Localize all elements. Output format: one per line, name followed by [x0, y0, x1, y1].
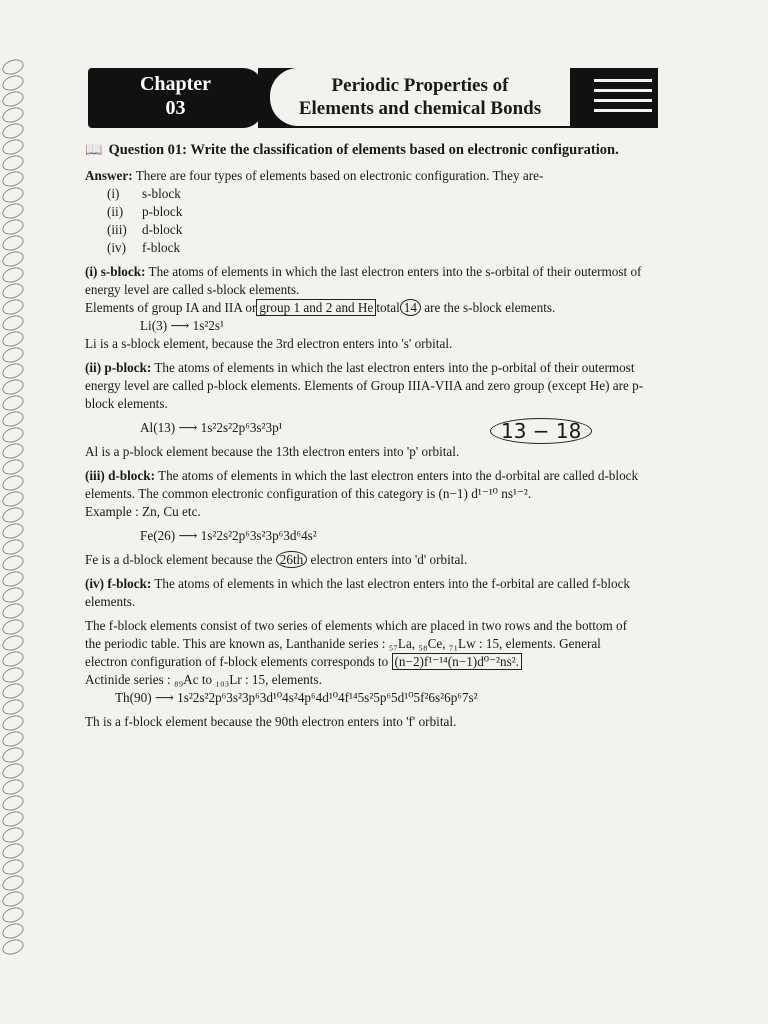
question-text: Question 01: Write the classification of elements based on electronic configuration. [108, 142, 619, 158]
s-block-elements [85, 299, 645, 317]
chapter-header [88, 68, 630, 128]
spiral-coil [0, 761, 25, 782]
spiral-coil [0, 777, 25, 798]
example-lhs: Th(90) [115, 690, 152, 705]
spiral-coil [0, 553, 25, 574]
p-block-note: Al is a p-block element because the 13th electron enters into 'p' orbital. [85, 444, 460, 459]
example-rhs: 1s²2s¹ [192, 318, 224, 333]
spiral-coil [0, 505, 25, 526]
arrow-icon: ⟶ [154, 690, 174, 705]
spiral-coil [0, 137, 25, 158]
title-line-2: Elements and chemical Bonds [298, 98, 542, 119]
spiral-coil [0, 873, 25, 894]
spiral-coil [0, 249, 25, 270]
spiral-coil [0, 537, 25, 558]
spiral-coil [0, 121, 25, 142]
list-label: s-block [142, 186, 181, 201]
arrow-icon: ⟶ [178, 420, 198, 435]
f-block-example [85, 689, 645, 707]
spiral-coil [0, 169, 25, 190]
list-label: p-block [142, 204, 183, 219]
spiral-coil [0, 473, 25, 494]
d-block-def: The atoms of elements in which the last electron enters into the d-orbital are called d-block elements. The common electronic configuration of this category is (n−1) d¹⁻¹⁰ ns¹⁻². [85, 468, 639, 501]
spiral-coil [0, 665, 25, 686]
spiral-coil [0, 601, 25, 622]
spiral-coil [0, 409, 25, 430]
answer [85, 167, 645, 185]
f-block-para [85, 617, 645, 671]
example-lhs: Fe(26) [140, 528, 176, 543]
spiral-coil [0, 281, 25, 302]
f-block-note: Th is a f-block element because the 90th electron enters into 'f' orbital. [85, 714, 457, 729]
spiral-coil [0, 345, 25, 366]
chapter-number: 03 [165, 97, 186, 119]
d-block-example-line: Example : Zn, Cu etc. [85, 504, 201, 519]
s-elements-circle: 14 [400, 299, 421, 316]
spiral-coil [0, 233, 25, 254]
spiral-coil [0, 457, 25, 478]
spiral-coil [0, 569, 25, 590]
spiral-coil [0, 729, 25, 750]
spiral-coil [0, 329, 25, 350]
d-block-definition [85, 467, 645, 503]
list-item [85, 185, 645, 203]
list-label: f-block [142, 240, 181, 255]
spiral-coil [0, 793, 25, 814]
chapter-title-band [258, 68, 658, 128]
spiral-coil [0, 201, 25, 222]
s-elements-post: are the s-block elements. [424, 300, 556, 315]
chapter-badge [88, 68, 263, 128]
spiral-coil [0, 217, 25, 238]
example-rhs: 1s²2s²2p⁶3s²3p¹ [200, 420, 283, 435]
spiral-coil [0, 393, 25, 414]
d-note-circle: 26th [276, 551, 307, 568]
spiral-coil [0, 265, 25, 286]
p-block-def: The atoms of elements in which the last electron enters into the p-orbital of their outermost energy level are called p-block elements. Elements of Group IIIA-VIIA and zero group (except He) are p-block elements. [85, 360, 644, 411]
block-list [85, 185, 645, 257]
list-item [85, 203, 645, 221]
p-block-definition [85, 359, 645, 413]
spiral-coil [0, 617, 25, 638]
d-block-heading: (iii) d-block: [85, 468, 155, 483]
list-num: (iv) [107, 240, 127, 255]
spiral-coil [0, 73, 25, 94]
list-item [85, 239, 645, 257]
d-note-pre: Fe is a d-block element because the [85, 552, 273, 567]
spiral-coil [0, 185, 25, 206]
spiral-coil [0, 857, 25, 878]
arrow-icon: ⟶ [178, 528, 198, 543]
spiral-coil [0, 441, 25, 462]
spiral-coil [0, 585, 25, 606]
arrow-icon: ⟶ [170, 318, 190, 333]
spiral-coil [0, 633, 25, 654]
spiral-coil [0, 809, 25, 830]
spiral-coil [0, 313, 25, 334]
spiral-coil [0, 681, 25, 702]
spiral-coil [0, 57, 25, 78]
spiral-coil [0, 905, 25, 926]
d-block-example [85, 527, 645, 545]
f-config-box: (n−2)f¹⁻¹⁴(n−1)d⁰⁻²ns². [392, 653, 522, 670]
d-note-post: electron enters into 'd' orbital. [310, 552, 468, 567]
spiral-coil [0, 921, 25, 942]
example-rhs: 1s²2s²2p⁶3s²3p⁶3d¹⁰4s²4p⁶4d¹⁰4f¹⁴5s²5p⁶5d¹⁰5f²6s²6p⁶7s² [177, 690, 478, 705]
answer-label: Answer: [85, 168, 133, 183]
s-elements-pre: Elements of group IA and IIA or [85, 300, 257, 315]
spiral-coil [0, 153, 25, 174]
s-block-heading: (i) s-block: [85, 264, 146, 279]
list-num: (i) [107, 186, 120, 201]
s-elements-box: group 1 and 2 and He [256, 299, 376, 316]
s-block-note: Li is a s-block element, because the 3rd electron enters into 's' orbital. [85, 336, 453, 351]
d-block-note [85, 551, 645, 569]
spiral-binding [0, 60, 30, 960]
spiral-coil [0, 425, 25, 446]
spiral-coil [0, 649, 25, 670]
f-block-definition [85, 575, 645, 611]
spiral-coil [0, 297, 25, 318]
handwritten-group-range: 13 − 18 [490, 418, 592, 444]
f-block-heading: (iv) f-block: [85, 576, 152, 591]
answer-text: There are four types of elements based on electronic configuration. They are- [135, 168, 544, 183]
f-block-actinide: Actinide series : ₈₉Ac to ₁₀₃Lr : 15, elements. [85, 672, 322, 687]
spiral-coil [0, 105, 25, 126]
example-lhs: Al(13) [140, 420, 176, 435]
book-icon: 📖 [85, 143, 103, 158]
spiral-coil [0, 841, 25, 862]
example-lhs: Li(3) [140, 318, 168, 333]
chapter-label: Chapter [139, 73, 212, 95]
spiral-coil [0, 489, 25, 510]
spiral-coil [0, 937, 25, 958]
f-para-text: The f-block elements consist of two series of elements which are placed in two rows and the bottom of the periodic table. This are known as, Lanthanide series : ₅₇La, ₅₈Ce, ₇₁Lw : 15, elements. General electron configuration of f-block elements corresponds to [85, 618, 628, 669]
list-num: (ii) [107, 204, 124, 219]
spiral-coil [0, 745, 25, 766]
list-label: d-block [142, 222, 183, 237]
spiral-coil [0, 825, 25, 846]
question-title [85, 140, 645, 161]
list-item [85, 221, 645, 239]
spiral-coil [0, 361, 25, 382]
s-block-example [85, 317, 645, 335]
spiral-coil [0, 713, 25, 734]
list-num: (iii) [107, 222, 127, 237]
p-block-heading: (ii) p-block: [85, 360, 152, 375]
s-elements-mid: total [376, 300, 400, 315]
spiral-coil [0, 377, 25, 398]
spiral-coil [0, 697, 25, 718]
spiral-coil [0, 89, 25, 110]
title-line-1: Periodic Properties of [331, 75, 509, 96]
example-rhs: 1s²2s²2p⁶3s²3p⁶3d⁶4s² [200, 528, 317, 543]
spiral-coil [0, 521, 25, 542]
s-block-definition [85, 263, 645, 299]
spiral-coil [0, 889, 25, 910]
s-block-def: The atoms of elements in which the last electron enters into the s-orbital of their outermost of energy level are called s-block elements. [85, 264, 642, 297]
decorative-bars [588, 72, 658, 119]
chapter-title [270, 68, 570, 126]
f-block-def: The atoms of elements in which the last electron enters into the f-orbital are called f-block elements. [85, 576, 631, 609]
